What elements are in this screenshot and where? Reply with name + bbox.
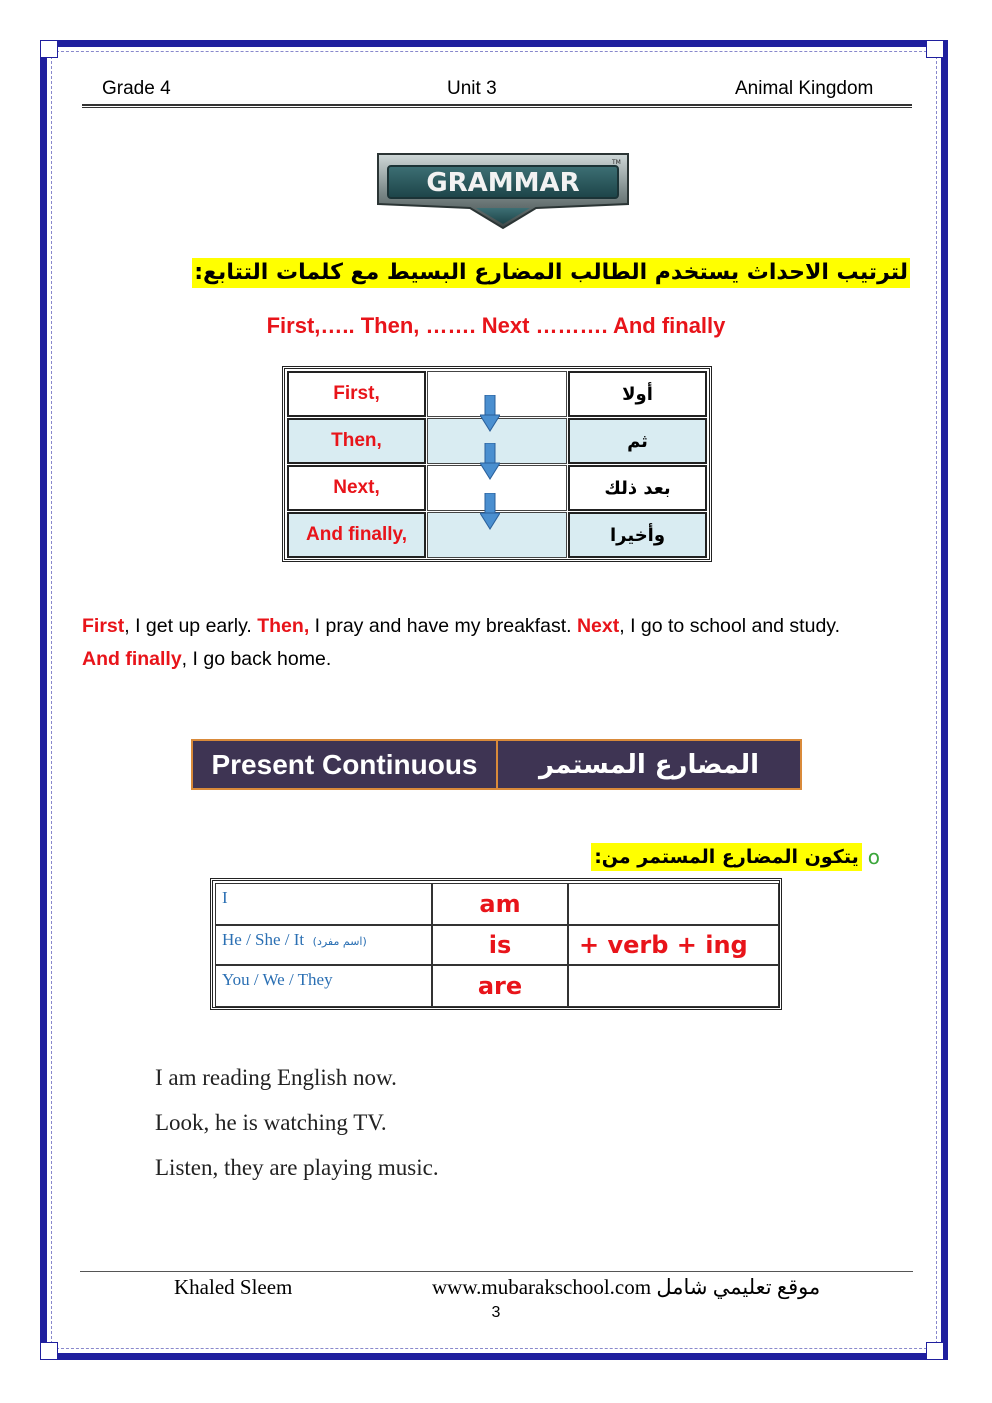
aux-cell: are (432, 965, 568, 1007)
bullet-icon: o (867, 845, 880, 869)
example-word: And finally (82, 648, 182, 670)
down-arrow-icon (480, 443, 500, 481)
example-text: , I go back home. (181, 648, 332, 670)
subject-text: You / We / They (222, 970, 333, 989)
aux-cell: am (432, 883, 568, 925)
down-arrow-icon (480, 493, 500, 531)
formula-cell-empty (568, 883, 779, 925)
footer-rule (80, 1271, 913, 1272)
border-corner (926, 40, 944, 58)
example-text: , I get up early. (124, 615, 258, 637)
sequence-arabic-heading: لترتيب الاحداث يستخدم الطالب المضارع البسيط مع كلمات التتابع: (192, 258, 910, 288)
seq-ar-cell: ثم (568, 418, 707, 464)
example-sentence: Listen, they are playing music. (155, 1155, 439, 1180)
sequence-example (82, 610, 922, 676)
verb-table (210, 878, 782, 1010)
seq-en-cell: First, (287, 371, 426, 417)
subject-cell (215, 883, 432, 925)
formation-heading-text: يتكون المضارع المستمر من: (591, 843, 862, 871)
subject-cell (215, 965, 432, 1007)
seq-en-cell: And finally, (287, 512, 426, 558)
sequence-table (282, 366, 712, 562)
header-rule (82, 104, 912, 108)
subject-note: (اسم مفرد) (312, 935, 367, 948)
logo-text: GRAMMAR (426, 168, 580, 198)
banner-title-ar: المضارع المستمر (538, 749, 760, 780)
example-sentence: I am reading English now. (155, 1065, 397, 1090)
seq-ar-cell: بعد ذلك (568, 465, 707, 511)
footer-author: Khaled Sleem (174, 1275, 293, 1299)
example-word: First (82, 615, 125, 637)
seq-en-cell: Next, (287, 465, 426, 511)
header-unit: Unit 3 (447, 78, 497, 99)
border-corner (926, 1342, 944, 1360)
formula-cell: + verb + ing (568, 925, 779, 965)
page-number: 3 (491, 1304, 501, 1321)
subject-text: I (222, 888, 228, 907)
header-topic: Animal Kingdom (735, 78, 874, 99)
header-grade: Grade 4 (102, 78, 171, 99)
example-word: Next (576, 615, 620, 637)
present-continuous-banner (191, 739, 802, 790)
example-word: Then, (257, 615, 310, 637)
aux-cell: is (432, 925, 568, 965)
seq-en-cell: Then, (287, 418, 426, 464)
example-sentence: Look, he is watching TV. (155, 1110, 387, 1135)
subject-text: He / She / It (222, 930, 305, 949)
subject-cell (215, 925, 432, 965)
seq-ar-cell: أولا (568, 371, 707, 417)
sequence-words-line: First,….. Then, ……. Next ………. And finally (266, 313, 726, 338)
banner-title-en: Present Continuous (193, 741, 498, 788)
example-sentences (155, 1055, 439, 1190)
formula-cell-empty (568, 965, 779, 1007)
logo-tm: TM (612, 159, 621, 166)
example-text: , I go to school and study. (619, 615, 841, 637)
example-text: I pray and have my breakfast. (309, 615, 577, 637)
border-corner (40, 1342, 58, 1360)
footer-site: www.mubarakschool.com موقع تعليمي شامل (432, 1275, 821, 1299)
border-corner (40, 40, 58, 58)
seq-ar-cell: وأخيرا (568, 512, 707, 558)
grammar-logo (376, 150, 630, 230)
down-arrow-icon (480, 395, 500, 433)
formation-heading (591, 843, 880, 871)
